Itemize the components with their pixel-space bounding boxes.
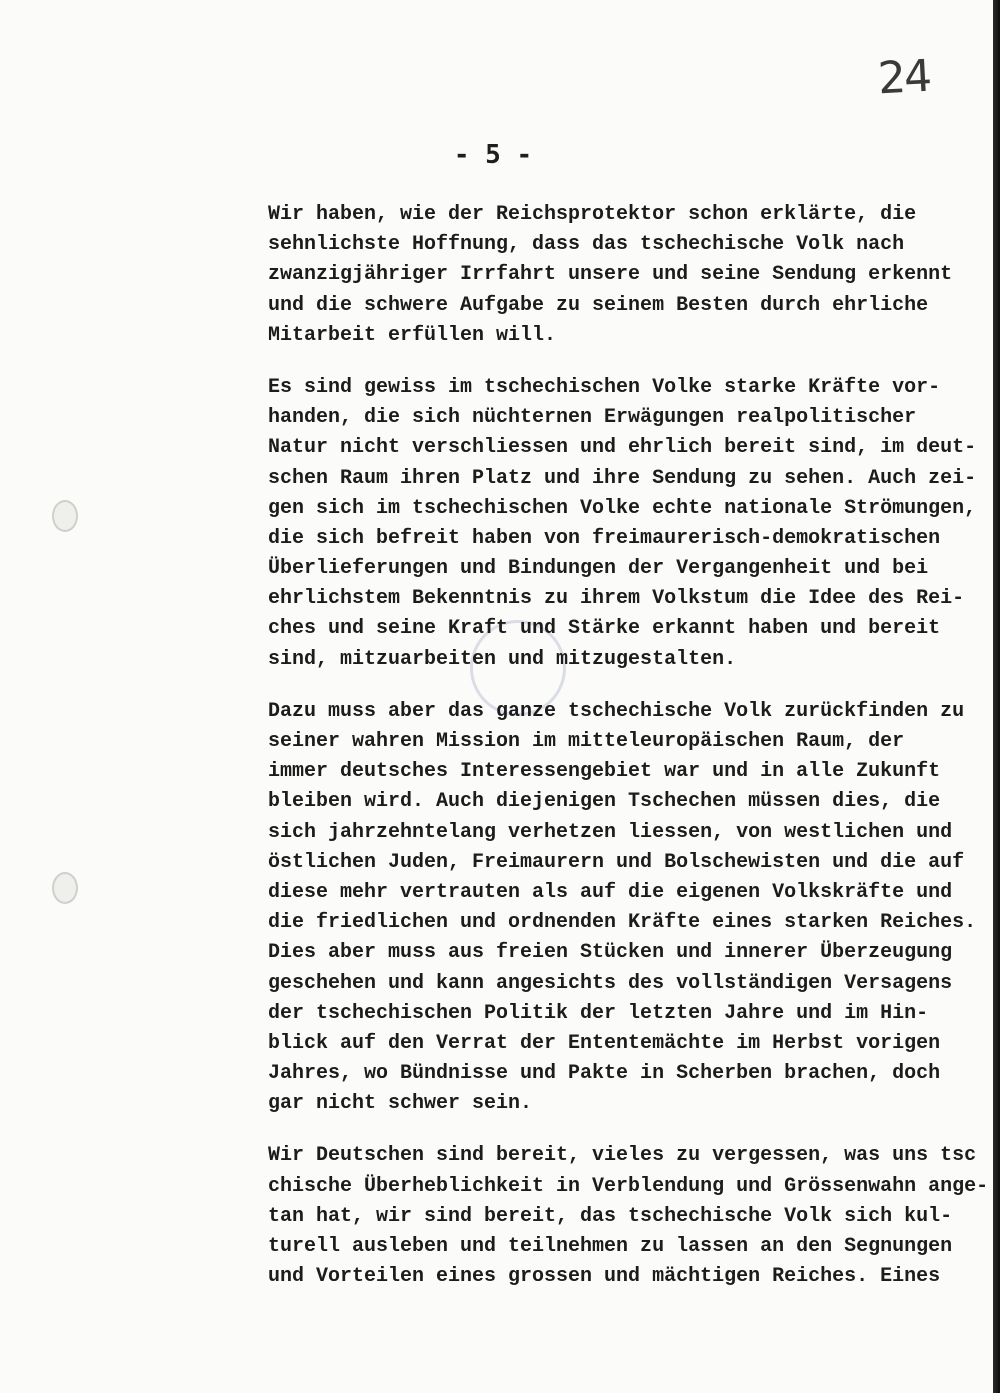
page-number: - 5 - [453, 140, 533, 170]
text-line: Mitarbeit erfüllen will. [268, 323, 557, 347]
text-line: Überlieferungen und Bindungen der Vergangenheit und bei [268, 557, 929, 581]
text-line: östlichen Juden, Freimaurern und Bolschewisten und die auf [268, 850, 965, 874]
punch-hole-lower [52, 872, 78, 904]
text-line: Dies aber muss aus freien Stücken und innerer Überzeugung [268, 941, 953, 965]
text-line: zwanzigjähriger Irrfahrt unsere und seine Sendung erkennt [268, 263, 953, 287]
text-line: geschehen und kann angesichts des vollständigen Versagens [268, 971, 953, 995]
text-line: immer deutsches Interessengebiet war und in alle Zukunft [268, 760, 941, 784]
text-line: und die schwere Aufgabe zu seinem Besten durch ehrliche [268, 293, 929, 317]
text-line: turell ausleben und teilnehmen zu lassen an den Segnungen [268, 1235, 953, 1258]
text-line: sich jahrzehntelang verhetzen liessen, von westlichen und [268, 820, 953, 844]
text-line: gar nicht schwer sein. [268, 1092, 533, 1116]
text-line: bleiben wird. Auch diejenigen Tschechen müssen dies, die [268, 790, 941, 814]
text-line: und Vorteilen eines grossen und mächtigen Reiches. Eines [268, 1265, 941, 1289]
text-line: Es sind gewiss im tschechischen Volke starke Kräfte vor- [268, 375, 941, 399]
text-line: Wir haben, wie der Reichsprotektor schon erklärte, die [268, 203, 917, 226]
text-line: blick auf den Verrat der Ententemächte im Herbst vorigen [268, 1031, 941, 1055]
text-line: chische Überheblichkeit in Verblendung und Grössenwahn ange- [268, 1174, 989, 1198]
text-line: seiner wahren Mission im mitteleuropäischen Raum, der [268, 730, 905, 753]
text-line: ches und seine Kraft und Stärke erkannt haben und bereit [268, 617, 941, 641]
text-line: ehrlichstem Bekenntnis zu ihrem Volkstum die Idee des Rei- [268, 587, 965, 611]
punch-hole-upper [52, 500, 78, 532]
text-line: schen Raum ihren Platz und ihre Sendung zu sehen. Auch zei- [268, 466, 977, 490]
text-line: Jahres, wo Bündnisse und Pakte in Scherben brachen, doch [268, 1062, 941, 1086]
paragraph [268, 1141, 998, 1292]
text-line: die friedlichen und ordnenden Kräfte eines starken Reiches. [268, 911, 977, 935]
paragraph [268, 200, 998, 351]
text-line: sehnlichste Hoffnung, dass das tschechische Volk nach [268, 233, 905, 257]
text-line: sind, mitzuarbeiten und mitzugestalten. [268, 647, 737, 671]
text-line: die sich befreit haben von freimaurerisch-demokratischen [268, 526, 941, 550]
text-line: tan hat, wir sind bereit, das tschechische Volk sich kul- [268, 1204, 953, 1228]
text-line: der tschechischen Politik der letzten Jahre und im Hin- [268, 1001, 929, 1025]
text-line: Natur nicht verschliessen und ehrlich bereit sind, im deut- [268, 436, 977, 460]
handwritten-folio-number: 24 [876, 50, 932, 105]
page-edge-shadow [993, 0, 1000, 1393]
paragraph [268, 697, 998, 1120]
text-line: gen sich im tschechischen Volke echte nationale Strömungen, [268, 496, 977, 520]
text-line: Dazu muss aber das ganze tschechische Volk zurückfinden zu [268, 699, 965, 723]
document-body [268, 200, 998, 1314]
text-line: diese mehr vertrauten als auf die eigenen Volkskräfte und [268, 880, 953, 904]
text-line: Wir Deutschen sind bereit, vieles zu vergessen, was uns tsc [268, 1144, 977, 1168]
paragraph [268, 373, 998, 675]
text-line: handen, die sich nüchternen Erwägungen realpolitischer [268, 406, 917, 430]
